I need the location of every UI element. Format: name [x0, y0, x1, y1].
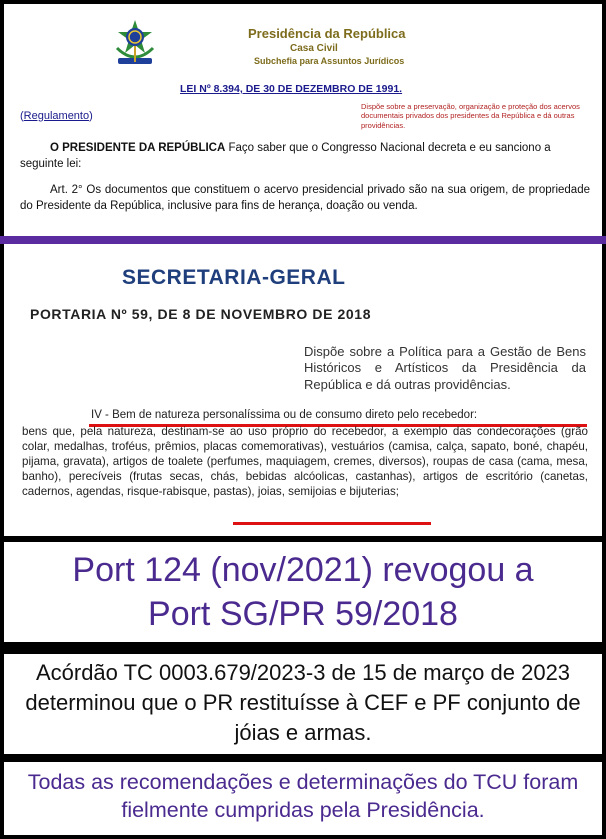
regulamento — [20, 110, 93, 122]
acordao-panel — [0, 654, 606, 754]
header-casa-civil: Casa Civil — [290, 43, 338, 54]
header-title: Presidência da República — [248, 26, 406, 41]
separator — [0, 646, 606, 654]
separator — [0, 236, 606, 244]
president-paragraph — [20, 140, 590, 172]
revogacao-panel — [0, 542, 606, 646]
item-iv-body: bens que, pela natureza, destinam-se ao uso próprio do recebedor, a exemplo das condecorações (grão colar, medalhas, troféus, prêmios, placas comemorativas), vestuários (camisa, calça, sapato, boné, chapéu, pijama, gravata), artigos de toalete (perfumes, maquiagem, cremes, diversos), roupas de casa (cama, mesa, banho), perecíveis (frutas secas, chás, bebidas alcóolicas, castanhas), artigos de escritório (canetas, cadernos, agendas, risque-rabisque, pastas), joias, semijoias e bijuterias; — [22, 425, 588, 498]
regulamento-link[interactable]: Regulamento — [23, 110, 90, 122]
final-statement: Todas as recomendações e determinações do TCU foram fielmente cumpridas pela Presidência. — [27, 770, 579, 822]
portaria-ementa: Dispõe sobre a Política para a Gestão de Bens Históricos e Artísticos da Presidência da República e dá outras providências. — [304, 344, 586, 392]
law-title-link[interactable]: LEI Nº 8.394, DE 30 DE DEZEMBRO DE 1991. — [180, 83, 403, 95]
secretaria-geral-title: SECRETARIA-GERAL — [122, 266, 346, 289]
revogacao-line-2: Port SG/PR 59/2018 — [148, 595, 458, 633]
paren-close: ) — [89, 110, 93, 122]
final-panel — [0, 762, 606, 839]
president-text: Faço saber que o Congresso Nacional decreta e eu sanciono a seguinte lei: — [20, 142, 551, 171]
president-bold: O PRESIDENTE DA REPÚBLICA — [50, 142, 226, 154]
lei-panel — [0, 0, 606, 236]
article-2: Art. 2° Os documentos que constituem o acervo presidencial privado são na sua origem, de propriedade do Presidente da República, inclusive para fins de herança, doação ou venda. — [20, 184, 590, 213]
law-ementa: Dispõe sobre a preservação, organização e proteção dos acervos documentais privados dos presidentes da República e dá outras providências. — [361, 102, 580, 130]
portaria-title: PORTARIA Nº 59, DE 8 DE NOVEMBRO DE 2018 — [30, 306, 372, 322]
item-iv-heading: IV - Bem de natureza personalíssima ou de consumo direto pelo recebedor: — [91, 409, 478, 421]
header-subchefia: Subchefia para Assuntos Jurídicos — [254, 56, 405, 66]
paren-open: ( — [20, 110, 24, 122]
separator — [0, 754, 606, 762]
revogacao-text — [4, 548, 602, 636]
brazil-coat-of-arms-icon — [112, 18, 158, 68]
revogacao-line-1: Port 124 (nov/2021) revogou a — [72, 551, 534, 589]
red-underline-joias — [233, 522, 431, 525]
acordao-text: Acórdão TC 0003.679/2023-3 de 15 de março de 2023 determinou que o PR restituísse à CEF e PF conjunto de jóias e armas. — [25, 660, 581, 745]
portaria-panel — [0, 244, 606, 536]
